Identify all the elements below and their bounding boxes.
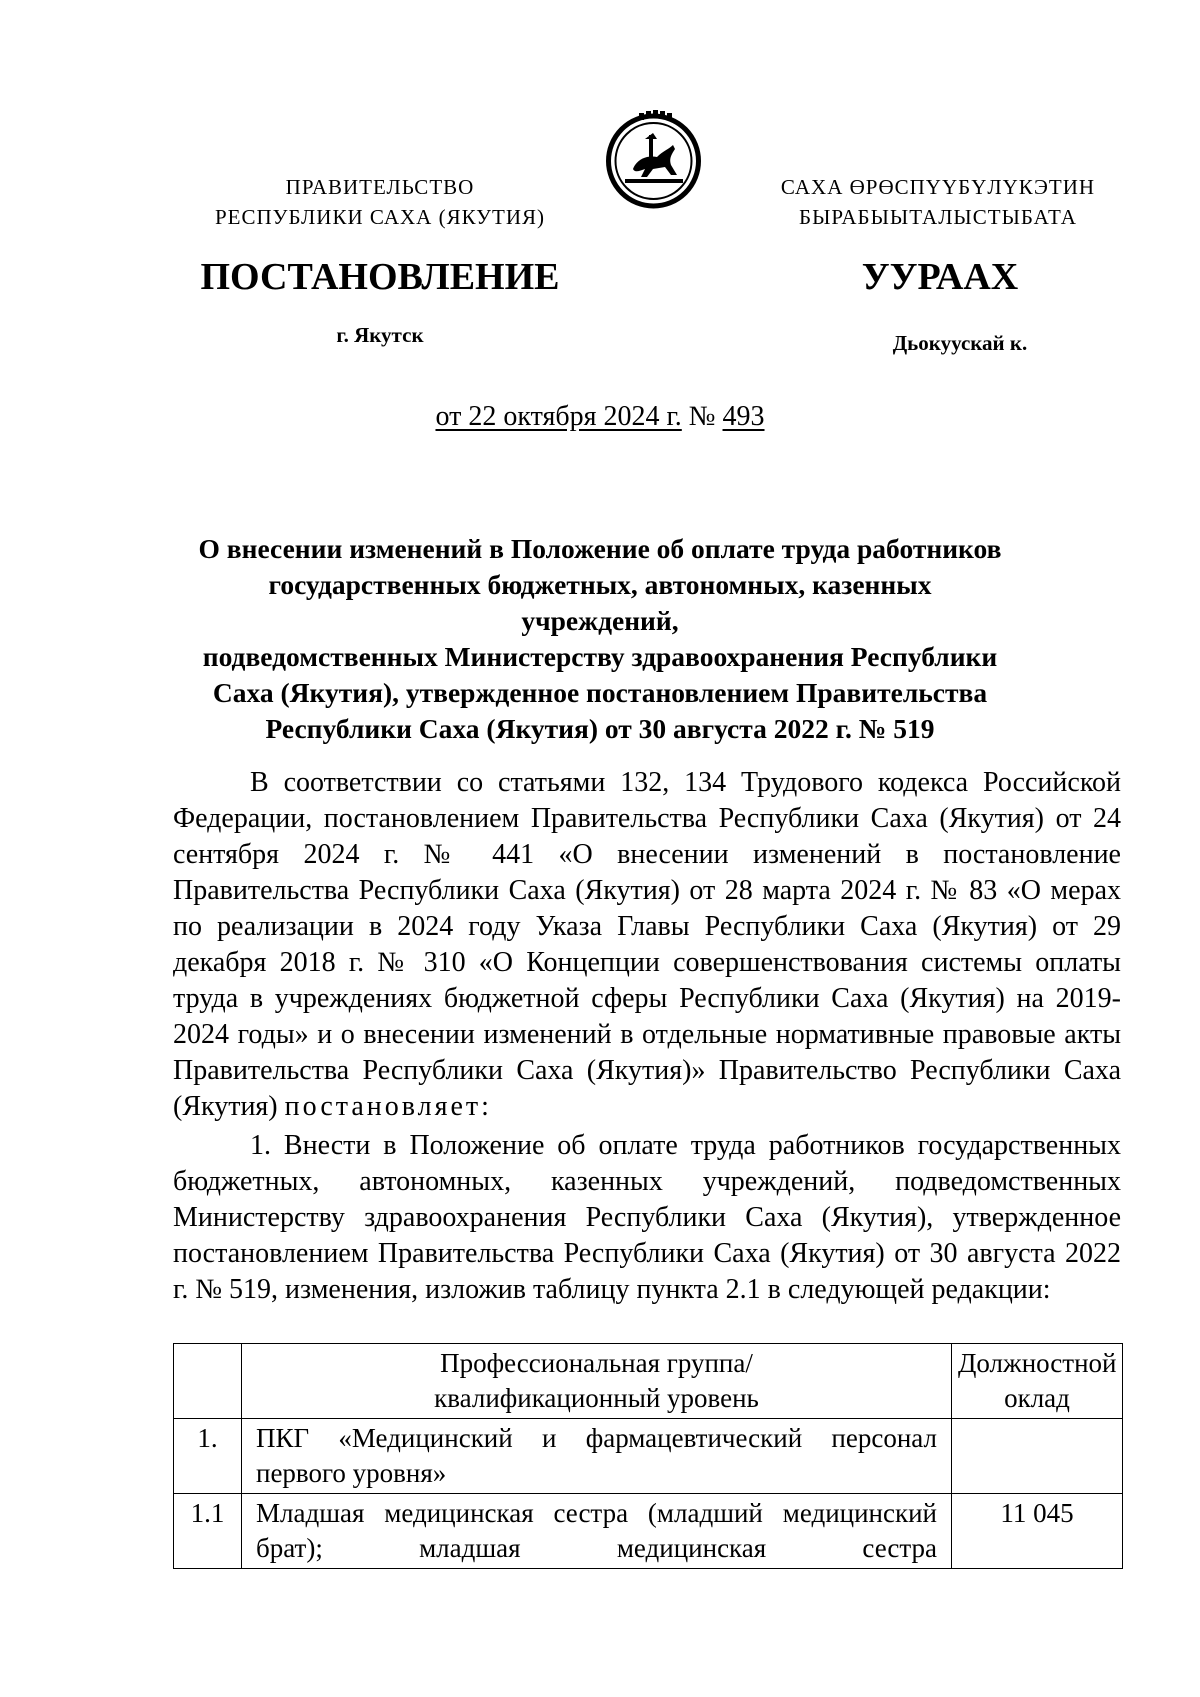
table-header-row xyxy=(174,1344,1123,1419)
title-line: Саха (Якутия), утвержденное постановлением Правительства xyxy=(212,677,988,708)
preamble-text: В соответствии со статьями 132, 134 Трудового кодекса Российской Федерации, постановлением Правительства Республики Саха (Якутия) от 24 сентября 2024 г. № 441 «О внесении изменений в постановление Правительства Республики Саха (Якутия) от 28 марта 2024 г. № 83 «О мерах по реализации в 2024 году Указа Главы Республики Саха (Якутия) от 29 декабря 2018 г. № 310 «О Концепции совершенствования системы оплаты труда в учреждениях бюджетной сферы Республики Саха (Якутия) на 2019-2024 годы» и о внесении изменений в отдельные нормативные правовые акты Правительства Республики Саха (Якутия)» Правительство Республики Саха (Якутия) xyxy=(173,767,1121,1122)
salary-table xyxy=(173,1343,1123,1569)
table-header-num xyxy=(174,1344,242,1419)
title-line: подведомственных Министерству здравоохранения Республики xyxy=(202,641,998,672)
row-salary xyxy=(952,1419,1123,1494)
header-salary-line2: оклад xyxy=(1004,1383,1070,1413)
title-line: государственных бюджетных, автономных, казенных учреждений, xyxy=(268,569,932,636)
table-header-salary xyxy=(952,1344,1123,1419)
date-line xyxy=(0,400,1200,434)
preamble-paragraph xyxy=(173,765,1121,1125)
row-text: ПКГ «Медицинский и фармацевтический персонал первого уровня» xyxy=(242,1419,952,1494)
header-right-line2: БЫРАБЫЫТАЛЫСТЫБАТА xyxy=(799,205,1077,229)
header-left xyxy=(170,172,590,232)
header-right-line1: САХА ӨРӨСПҮҮБҮЛҮКЭТИН xyxy=(780,175,1096,199)
row-text: Младшая медицинская сестра (младший медицинский брат); младшая медицинская сестра xyxy=(242,1494,952,1569)
table-row xyxy=(174,1494,1123,1569)
header-right xyxy=(738,172,1138,232)
table-header-group xyxy=(242,1344,952,1419)
clause-1-paragraph: 1. Внести в Положение об оплате труда работников государственных бюджетных, автономных, казенных учреждений, подведомственных Министерству здравоохранения Республики Саха (Якутия), утвержденное постановлением Правительства Республики Саха (Якутия) от 30 августа 2022 г. № 519, изменения, изложив таблицу пункта 2.1 в следующей редакции: xyxy=(173,1130,1121,1305)
number-label: № xyxy=(688,401,716,432)
city-left: г. Якутск xyxy=(336,323,424,347)
resolves-word: постановляет: xyxy=(284,1091,492,1122)
city-right: Дьокуускай к. xyxy=(892,331,1028,355)
document-number: 493 xyxy=(722,401,765,432)
doc-type-right: УУРААХ xyxy=(861,256,1019,298)
doc-type-left: ПОСТАНОВЛЕНИЕ xyxy=(200,256,560,298)
header-salary-line1: Должностной xyxy=(958,1348,1117,1378)
header-group-line1: Профессиональная группа/ xyxy=(440,1348,753,1378)
coat-of-arms-icon xyxy=(603,109,704,210)
title-line: О внесении изменений в Положение об оплате труда работников xyxy=(198,533,1002,564)
document-date: от 22 октября 2024 г. xyxy=(435,401,682,432)
row-salary: 11 045 xyxy=(952,1494,1123,1569)
header-group-line2: квалификационный уровень xyxy=(434,1383,759,1413)
header-left-line1: ПРАВИТЕЛЬСТВО xyxy=(285,175,475,199)
table-row xyxy=(174,1419,1123,1494)
row-num: 1.1 xyxy=(174,1494,242,1569)
header-left-line2: РЕСПУБЛИКИ САХА (ЯКУТИЯ) xyxy=(214,205,546,229)
row-num: 1. xyxy=(174,1419,242,1494)
title-line: Республики Саха (Якутия) от 30 августа 2022 г. № 519 xyxy=(265,713,935,744)
document-title xyxy=(190,531,1010,747)
